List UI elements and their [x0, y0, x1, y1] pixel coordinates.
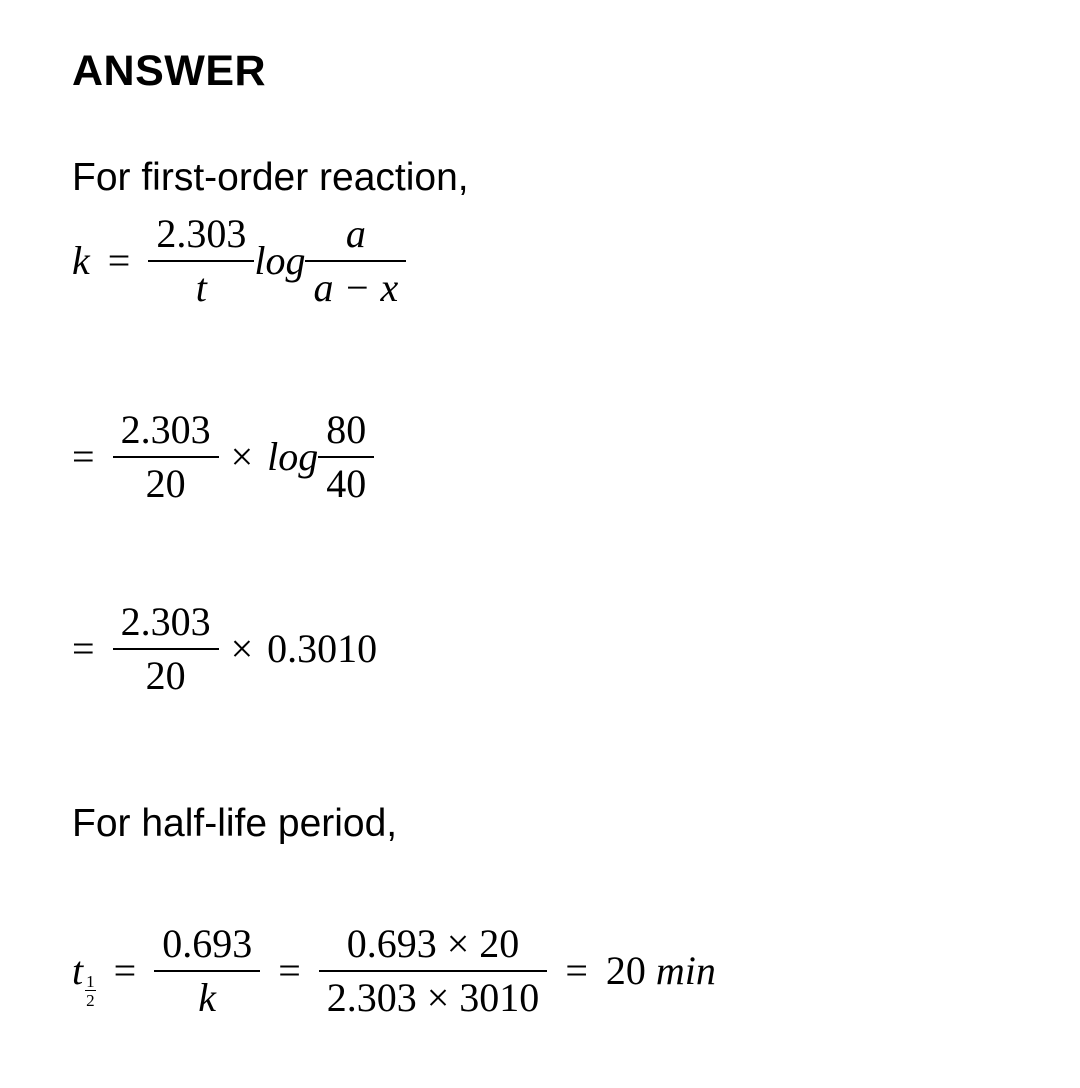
log-value-step	[72, 599, 378, 698]
eq2-fraction-2	[322, 407, 370, 506]
eq4-frac2-denominator: 2.303 × 3010	[326, 975, 540, 1020]
half-life-formula	[72, 921, 716, 1020]
eq3-value: 0.3010	[267, 626, 378, 671]
answer-heading: ANSWER	[72, 47, 267, 95]
eq4-lhs-group	[72, 948, 96, 1010]
eq2-times: ×	[230, 434, 254, 479]
eq4-frac2-numerator: 0.693 × 20	[319, 924, 548, 972]
eq1-frac1-numerator: 2.303	[148, 214, 254, 262]
eq4-sub-denominator: 2	[86, 991, 95, 1010]
eq1-fraction-1	[152, 211, 250, 310]
eq4-subscript-half	[85, 973, 96, 1009]
eq1-frac2-denominator: a − x	[313, 265, 399, 310]
eq2-frac1-numerator: 2.303	[113, 410, 219, 458]
eq4-equals-1: =	[113, 948, 137, 993]
eq4-fraction-1	[158, 921, 256, 1020]
eq3-frac-denominator: 20	[145, 653, 186, 698]
eq2-frac1-denominator: 20	[145, 461, 186, 506]
halflife-text: For half-life period,	[72, 802, 398, 845]
eq2-log: log	[267, 434, 319, 479]
eq3-fraction	[117, 599, 215, 698]
eq3-times: ×	[230, 626, 254, 671]
eq4-result-value: 20	[605, 948, 646, 993]
eq4-frac1-denominator: k	[198, 975, 217, 1020]
eq4-sub-numerator: 1	[86, 972, 95, 991]
eq2-equals: =	[72, 434, 95, 479]
eq4-lhs: t	[72, 948, 84, 993]
eq1-log: log	[254, 238, 306, 283]
eq3-frac-numerator: 2.303	[113, 602, 219, 650]
eq3-equals: =	[72, 626, 95, 671]
eq1-lhs: k	[72, 238, 90, 283]
eq2-fraction-1	[117, 407, 215, 506]
rate-constant-formula	[72, 211, 406, 310]
eq4-result-unit: min	[655, 948, 716, 993]
eq4-frac1-numerator: 0.693	[154, 924, 260, 972]
eq4-equals-3: =	[565, 948, 588, 993]
eq1-frac1-denominator: t	[195, 265, 207, 310]
eq4-equals-2: =	[278, 948, 301, 993]
eq2-frac2-numerator: 80	[318, 410, 374, 458]
eq1-fraction-2	[309, 211, 402, 310]
intro-text: For first-order reaction,	[72, 156, 469, 199]
eq1-frac2-numerator: a	[305, 214, 406, 262]
eq1-equals: =	[107, 238, 131, 283]
substitution-step	[72, 407, 374, 506]
eq2-frac2-denominator: 40	[326, 461, 367, 506]
eq4-fraction-2	[323, 921, 544, 1020]
